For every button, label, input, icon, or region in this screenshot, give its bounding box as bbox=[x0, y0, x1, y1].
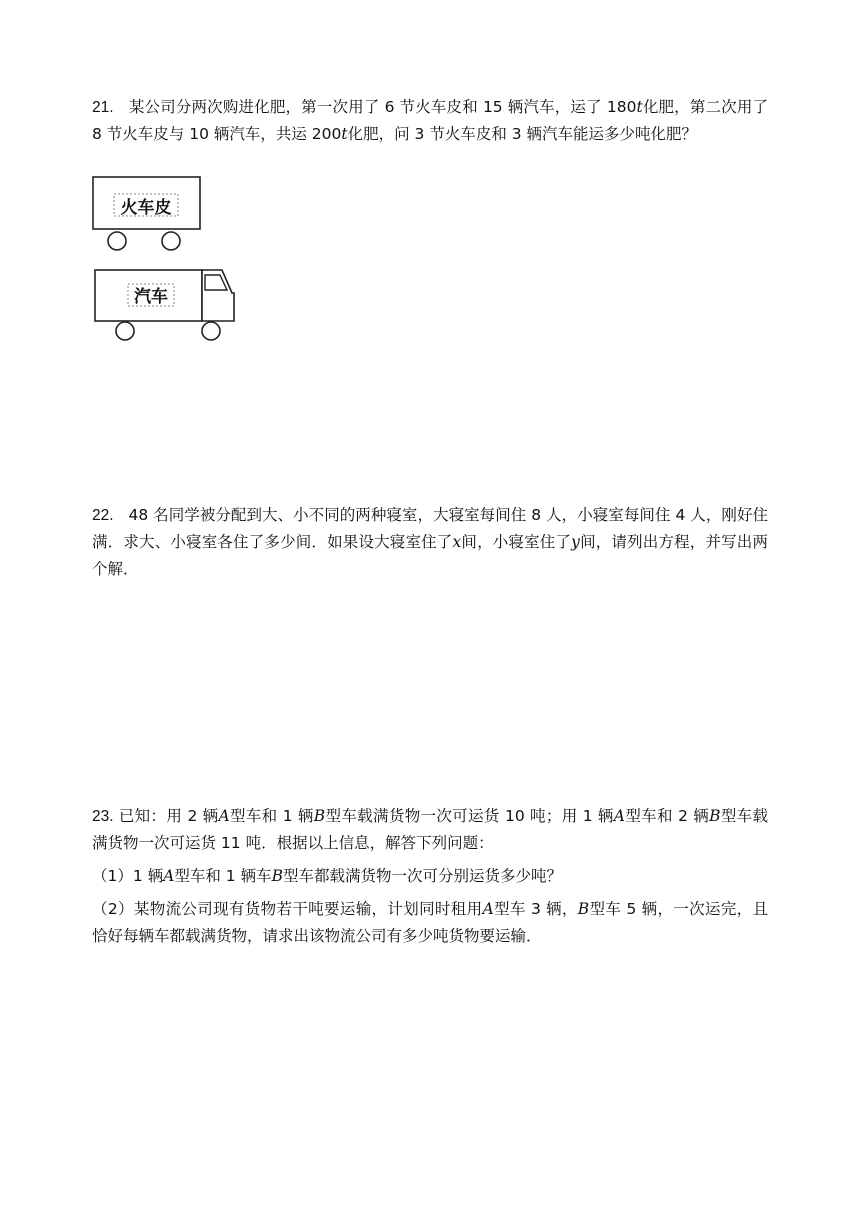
question-22 bbox=[92, 502, 768, 583]
question-23 bbox=[92, 803, 768, 950]
question-number: 22. bbox=[92, 507, 114, 524]
question-21-text: 21. 某公司分两次购进化肥，第一次用了 6 节火车皮和 15 辆汽车，运了 180t化肥，第二次用了 8 节火车皮与 10 辆汽车，共运 200t化肥，问 3 节火车皮和 3 辆汽车能运多少吨化肥？ bbox=[92, 98, 768, 143]
vehicle-figure bbox=[90, 174, 250, 349]
question-number: 21. bbox=[92, 99, 114, 116]
question-22-text: 22. 48 名同学被分配到大、小不同的两种寝室，大寝室每间住 8 人，小寝室每间住 4 人，刚好住满．求大、小寝室各住了多少间．如果设大寝室住了x间，小寝室住了y间，请列出方程，并写出两个解． bbox=[92, 506, 768, 578]
question-23-part-1: （1）1 辆A型车和 1 辆车B型车都载满货物一次可分别运货多少吨？ bbox=[92, 867, 562, 885]
question-number: 23. bbox=[92, 808, 114, 825]
train-car-label: 火车皮 bbox=[120, 198, 172, 218]
question-23-intro: 23. 已知：用 2 辆A型车和 1 辆B型车载满货物一次可运货 10 吨；用 1 辆A型车和 2 辆B型车载满货物一次可运货 11 吨．根据以上信息，解答下列问题： bbox=[92, 807, 769, 852]
question-23-part-2: （2）某物流公司现有货物若干吨要运输，计划同时租用A型车 3 辆，B型车 5 辆，一次运完，且恰好每辆车都载满货物，请求出该物流公司有多少吨货物要运输． bbox=[92, 900, 769, 945]
train-car-icon bbox=[93, 177, 200, 250]
truck-label: 汽车 bbox=[134, 287, 168, 307]
question-21 bbox=[92, 94, 768, 148]
truck-icon bbox=[95, 270, 234, 340]
